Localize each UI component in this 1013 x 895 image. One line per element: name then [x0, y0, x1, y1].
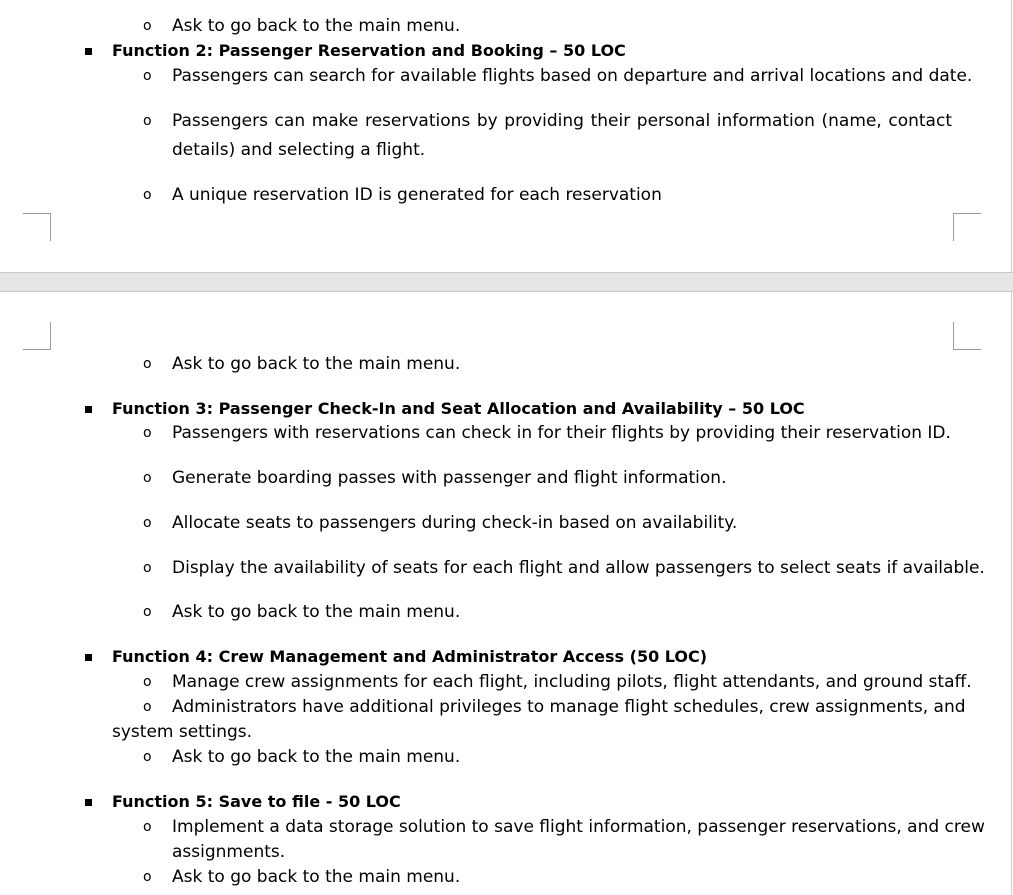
- sub-bullet-icon: o: [143, 749, 152, 765]
- crop-mark: [23, 213, 51, 241]
- function-2-heading: Function 2: Passenger Reservation and Booking – 50 LOC: [112, 41, 626, 60]
- sub-bullet-icon: o: [143, 515, 152, 531]
- list-item: Ask to go back to the main menu.: [172, 867, 461, 887]
- page-break-gap: [0, 272, 1013, 292]
- sub-bullet-icon: o: [143, 68, 152, 84]
- sub-bullet-icon: o: [143, 356, 152, 372]
- list-item: Passengers can make reservations by providing their personal information (name, contact: [172, 111, 952, 131]
- square-bullet-icon: [85, 654, 92, 661]
- list-item: Implement a data storage solution to save flight information, passenger reservations, and crew: [172, 817, 985, 837]
- page-edge: [1011, 0, 1012, 272]
- sub-bullet-icon: o: [143, 187, 152, 203]
- list-item: Ask to go back to the main menu.: [172, 747, 461, 767]
- square-bullet-icon: [85, 406, 92, 413]
- sub-bullet-icon: o: [143, 819, 152, 835]
- sub-bullet-icon: o: [143, 674, 152, 690]
- sub-bullet-icon: o: [143, 604, 152, 620]
- list-item: Passengers with reservations can check in for their flights by providing their reservation ID.: [172, 423, 951, 443]
- list-item: Allocate seats to passengers during check-in based on availability.: [172, 513, 738, 533]
- list-item: Administrators have additional privileges to manage flight schedules, crew assignments, and: [172, 697, 966, 717]
- sub-bullet-icon: o: [143, 560, 152, 576]
- list-item: Manage crew assignments for each flight, including pilots, flight attendants, and ground staff.: [172, 672, 972, 692]
- list-item-continuation: assignments.: [172, 842, 286, 862]
- list-item-continuation: system settings.: [112, 722, 253, 742]
- list-item: Passengers can search for available flights based on departure and arrival locations and date.: [172, 66, 973, 86]
- sub-bullet-icon: o: [143, 18, 152, 34]
- square-bullet-icon: [85, 799, 92, 806]
- function-5-heading: Function 5: Save to file - 50 LOC: [112, 792, 401, 811]
- crop-mark: [953, 213, 981, 241]
- list-item: Ask to go back to the main menu.: [172, 602, 461, 622]
- list-item: A unique reservation ID is generated for each reservation: [172, 185, 662, 205]
- list-item: Ask to go back to the main menu.: [172, 16, 461, 36]
- sub-bullet-icon: o: [143, 699, 152, 715]
- list-item: Generate boarding passes with passenger and flight information.: [172, 468, 727, 488]
- sub-bullet-icon: o: [143, 113, 152, 129]
- page-edge: [1011, 292, 1012, 895]
- function-4-heading: Function 4: Crew Management and Administrator Access (50 LOC): [112, 647, 708, 666]
- document-page-1: [0, 0, 1013, 272]
- square-bullet-icon: [85, 48, 92, 55]
- sub-bullet-icon: o: [143, 869, 152, 885]
- list-item-continuation: details) and selecting a flight.: [172, 140, 426, 160]
- sub-bullet-icon: o: [143, 470, 152, 486]
- list-item: Display the availability of seats for each flight and allow passengers to select seats if available.: [172, 558, 985, 578]
- function-3-heading: Function 3: Passenger Check-In and Seat Allocation and Availability – 50 LOC: [112, 399, 805, 418]
- list-item: Ask to go back to the main menu.: [172, 354, 461, 374]
- crop-mark: [23, 322, 51, 350]
- sub-bullet-icon: o: [143, 425, 152, 441]
- crop-mark: [953, 322, 981, 350]
- document-page-2: [0, 292, 1013, 895]
